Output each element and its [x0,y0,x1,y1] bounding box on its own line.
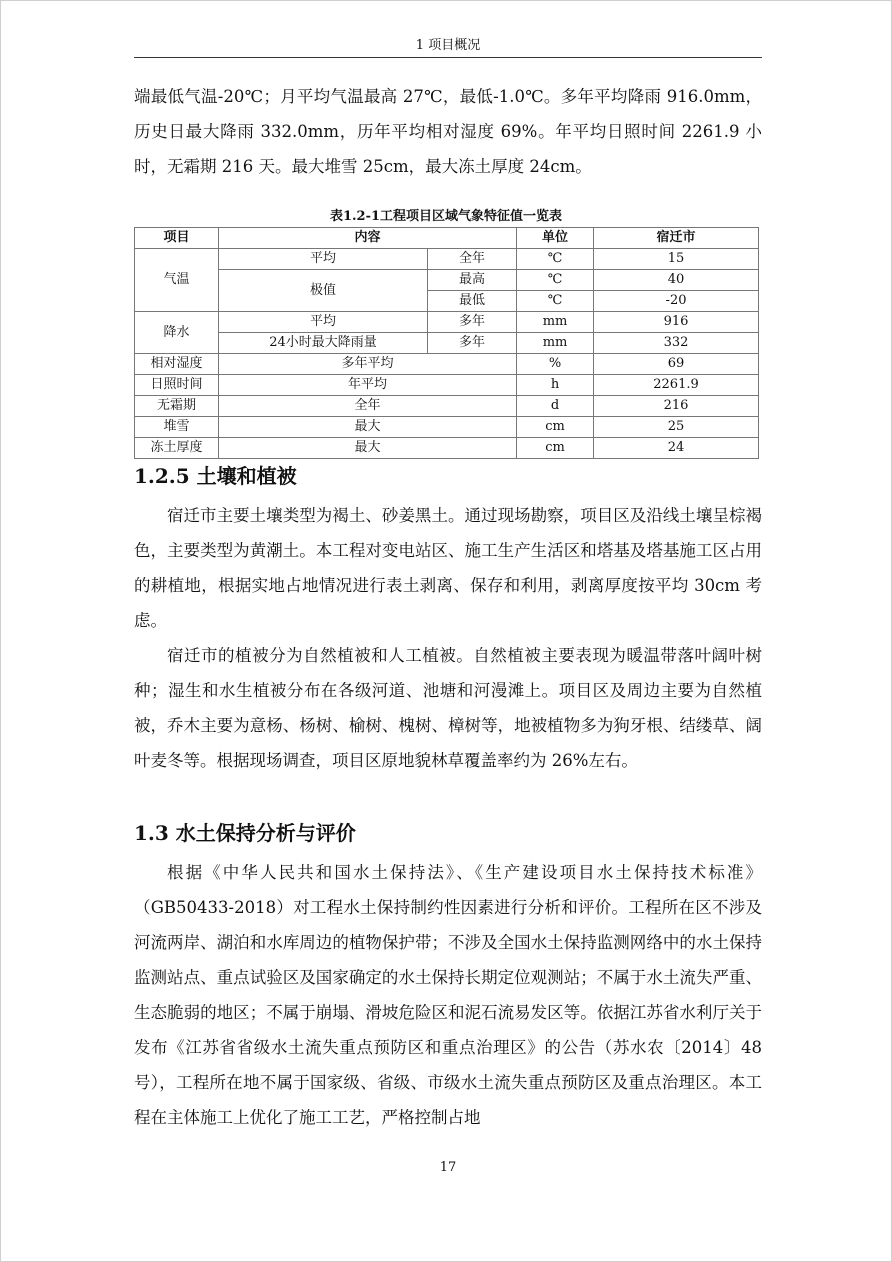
table-caption: 表1.2-1工程项目区域气象特征值一览表 [329,209,563,224]
table-row [135,354,759,375]
cell-unit: mm [517,312,594,333]
extreme-label: 极值 [219,270,428,312]
cell-sub: 多年 [428,333,517,354]
temperature-label: 气温 [135,249,219,312]
cell-value: 15 [594,249,759,270]
soil-conservation-paragraph: 根据《中华人民共和国水土保持法》、《生产建设项目水土保持技术标准》（GB50433-2018）对工程水土保持制约性因素进行分析和评价。工程所在区不涉及河流两岸、湖泊和水库周边的植物保护带；不涉及全国水土保持监测网络中的水土保持监测站点、重点试验区及国家确定的水土保持长期定位观测站；不属于水土流失严重、生态脆弱的地区；不属于崩塌、滑坡危险区和泥石流易发区等。依据江苏省水利厅关于发布《江苏省省级水土流失重点预防区和重点治理区》的公告（苏水农〔2014〕48 号），工程所在地不属于国家级、省级、市级水土流失重点预防区及重点治理区。本工程在主体施工上优化了施工工艺，严格控制占地 [134,863,762,1127]
intro-paragraph: 端最低气温-20℃；月平均气温最高 27℃，最低-1.0℃。多年平均降雨 916.0mm，历史日最大降雨 332.0mm，历年平均相对湿度 69%。年平均日照时间 2261.9 小时，无霜期 216 天。最大堆雪 25cm，最大冻土厚度 24cm。 [134,87,762,176]
cell-content: 平均 [219,312,428,333]
cell-unit: ℃ [517,291,594,312]
cell-sub: 多年 [428,312,517,333]
cell-unit: ℃ [517,270,594,291]
cell-item: 相对湿度 [135,354,219,375]
header-rule [134,57,762,58]
cell-content: 最大 [219,417,517,438]
cell-content: 全年 [219,396,517,417]
climate-table [134,227,759,459]
cell-value: 69 [594,354,759,375]
vegetation-paragraph: 宿迁市的植被分为自然植被和人工植被。自然植被主要表现为暖温带落叶阔叶树种；湿生和水生植被分布在各级河道、池塘和河漫滩上。项目区及周边主要为自然植被，乔木主要为意杨、杨树、榆树、槐树、樟树等，地被植物多为狗牙根、结缕草、阔叶麦冬等。根据现场调查，项目区原地貌林草覆盖率约为 26%左右。 [134,646,762,770]
cell-content: 最大 [219,438,517,459]
table-row [135,312,759,333]
page-number: 17 [439,1160,457,1175]
section-heading-soil-vegetation: 1.2.5 土壤和植被 [134,464,297,488]
header-unit: 单位 [517,228,594,249]
table-row [135,270,759,291]
cell-unit: ℃ [517,249,594,270]
cell-value: 25 [594,417,759,438]
table-row [135,249,759,270]
cell-value: 40 [594,270,759,291]
header-city: 宿迁市 [594,228,759,249]
cell-value: 24 [594,438,759,459]
cell-unit: % [517,354,594,375]
cell-unit: cm [517,417,594,438]
cell-item: 冻土厚度 [135,438,219,459]
cell-value: -20 [594,291,759,312]
running-header: 1 项目概况 [415,38,481,53]
section-heading-soil-conservation: 1.3 水土保持分析与评价 [134,821,356,845]
cell-unit: d [517,396,594,417]
cell-unit: h [517,375,594,396]
table-row [135,333,759,354]
header-content: 内容 [219,228,517,249]
table-row [135,396,759,417]
table-row [135,438,759,459]
cell-item: 堆雪 [135,417,219,438]
table-header-row [135,228,759,249]
cell-item: 日照时间 [135,375,219,396]
cell-value: 332 [594,333,759,354]
table-row [135,417,759,438]
cell-sub: 最高 [428,270,517,291]
precipitation-label: 降水 [135,312,219,354]
cell-value: 916 [594,312,759,333]
cell-sub: 全年 [428,249,517,270]
soil-paragraph: 宿迁市主要土壤类型为褐土、砂姜黑土。通过现场勘察，项目区及沿线土壤呈棕褐色，主要类型为黄潮土。本工程对变电站区、施工生产生活区和塔基及塔基施工区占用的耕植地，根据实地占地情况进行表土剥离、保存和利用，剥离厚度按平均 30cm 考虑。 [134,506,762,630]
cell-unit: cm [517,438,594,459]
cell-item: 无霜期 [135,396,219,417]
cell-unit: mm [517,333,594,354]
cell-value: 216 [594,396,759,417]
cell-content: 平均 [219,249,428,270]
cell-content: 24小时最大降雨量 [219,333,428,354]
cell-content: 年平均 [219,375,517,396]
cell-sub: 最低 [428,291,517,312]
header-item: 项目 [135,228,219,249]
cell-content: 多年平均 [219,354,517,375]
cell-value: 2261.9 [594,375,759,396]
table-row [135,375,759,396]
